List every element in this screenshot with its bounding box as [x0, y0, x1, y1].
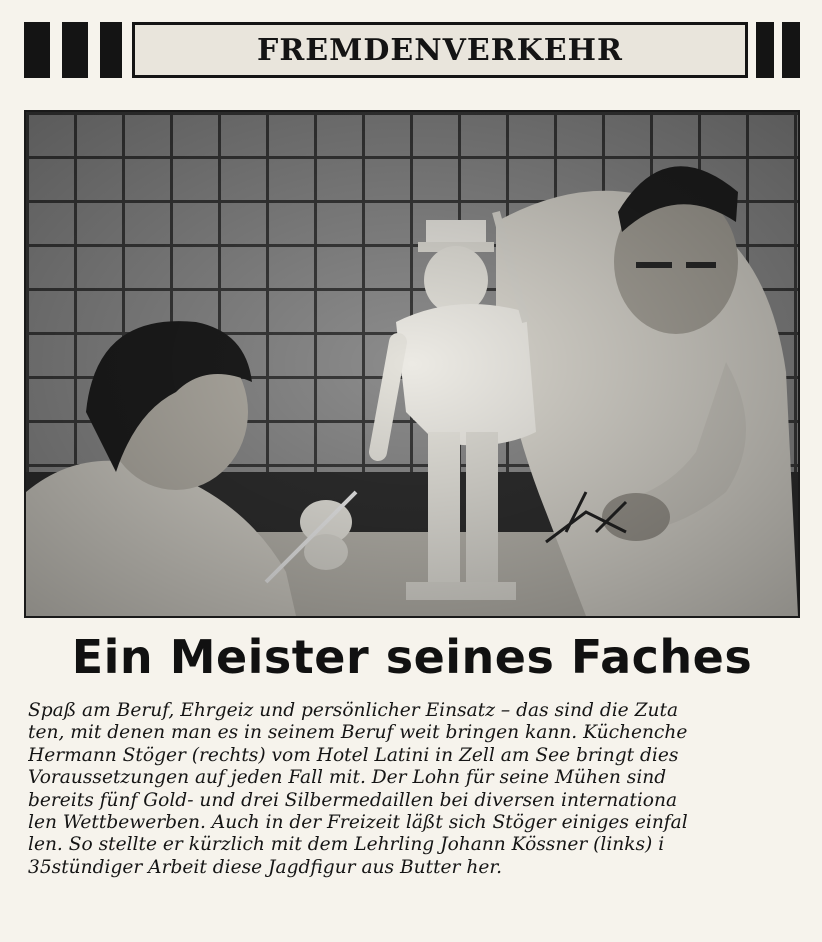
body-line: ten, mit denen man es in seinem Beruf weit bringen kann. Küchenche: [28, 722, 688, 744]
section-title-box: [132, 22, 748, 78]
body-line: Voraussetzungen auf jeden Fall mit. Der Lohn für seine Mühen sind: [28, 767, 667, 789]
body-line: Hermann Stöger (rechts) vom Hotel Latini in Zell am See bringt dies: [28, 744, 679, 766]
section-header: [24, 22, 800, 80]
header-bar-block: [100, 22, 122, 78]
body-line: bereits fünf Gold- und drei Silbermedaillen bei diversen internationa: [28, 789, 678, 811]
header-bar-block: [62, 22, 88, 78]
body-line: 35stündiger Arbeit diese Jagdfigur aus Butter her.: [28, 856, 503, 878]
section-title: FREMDENVERKEHR: [257, 32, 623, 68]
header-bar-block: [756, 22, 774, 78]
body-line: Spaß am Beruf, Ehrgeiz und persönlicher Einsatz – das sind die Zuta: [28, 700, 679, 721]
header-bar-block: [782, 22, 800, 78]
article-body: [28, 700, 798, 879]
photo-chef-butter-figure-icon: [26, 112, 798, 616]
body-line: len Wettbewerben. Auch in der Freizeit läßt sich Stöger einiges einfal: [28, 812, 688, 834]
article-photo: [24, 110, 800, 618]
header-bar-block: [24, 22, 50, 78]
body-line: len. So stellte er kürzlich mit dem Lehrling Johann Kössner (links) i: [28, 834, 665, 856]
article-headline: Ein Meister seines Faches: [71, 630, 753, 684]
